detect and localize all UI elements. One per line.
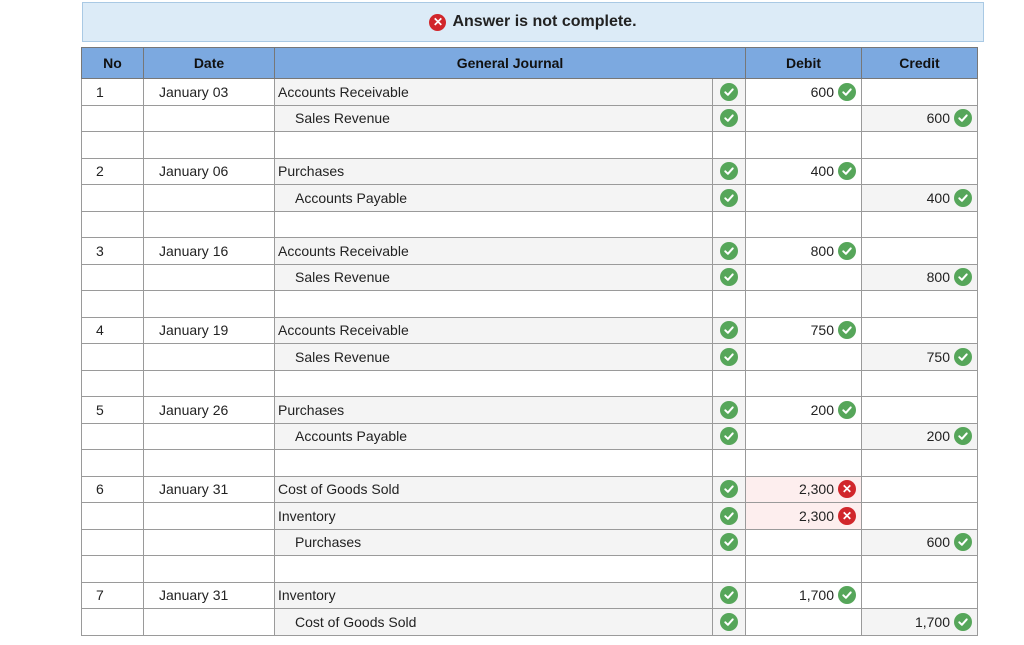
account-field[interactable] [275,503,713,530]
table-row [82,476,978,503]
entry-no [82,609,144,636]
credit-field[interactable] [862,317,978,344]
table-row [82,423,978,450]
check-icon [838,401,856,419]
credit-field[interactable] [862,582,978,609]
entry-date[interactable]: January 31 [144,582,275,609]
entry-date[interactable]: January 19 [144,317,275,344]
table-row [82,317,978,344]
debit-field[interactable] [746,105,862,132]
check-icon [720,348,738,366]
table-row [82,582,978,609]
debit-field [746,291,862,318]
status-cell [713,609,746,636]
header-date: Date [144,48,275,79]
entry-date[interactable]: January 31 [144,476,275,503]
credit-field[interactable] [862,476,978,503]
account-field[interactable] [275,158,713,185]
credit-field[interactable] [862,423,978,450]
credit-field[interactable] [862,397,978,424]
status-cell [713,529,746,556]
credit-field [862,556,978,583]
spacer-row [82,370,978,397]
credit-field[interactable] [862,344,978,371]
debit-field[interactable] [746,503,862,530]
debit-value: 2,300 [798,481,834,498]
status-cell [713,264,746,291]
credit-value: 750 [926,348,950,365]
check-icon [720,401,738,419]
check-icon [954,268,972,286]
credit-field[interactable] [862,503,978,530]
entry-date[interactable] [144,344,275,371]
credit-value: 1,700 [914,613,950,630]
entry-no [82,450,144,477]
account-name: Purchases [278,163,345,180]
header-credit: Credit [862,48,978,79]
account-field[interactable] [275,264,713,291]
entry-no [82,344,144,371]
status-banner [82,2,984,42]
account-field [275,370,713,397]
account-name: Purchases [278,401,345,418]
debit-field[interactable] [746,476,862,503]
header-debit: Debit [746,48,862,79]
debit-field[interactable] [746,238,862,265]
credit-value: 600 [926,110,950,127]
account-field [275,211,713,238]
debit-value: 2,300 [798,507,834,524]
account-field[interactable] [275,529,713,556]
entry-no: 7 [82,582,144,609]
banner-text: Answer is not complete. [452,13,637,30]
account-field[interactable] [275,344,713,371]
account-field[interactable] [275,423,713,450]
status-cell [713,344,746,371]
check-icon [720,109,738,127]
account-field[interactable] [275,79,713,106]
debit-field [746,556,862,583]
check-icon [720,586,738,604]
credit-field[interactable] [862,238,978,265]
account-field[interactable] [275,238,713,265]
check-icon [720,427,738,445]
entry-no [82,132,144,159]
status-cell [713,211,746,238]
check-icon [838,321,856,339]
status-cell [713,185,746,212]
entry-date [144,211,275,238]
table-row [82,185,978,212]
entry-no [82,423,144,450]
check-icon [720,162,738,180]
account-name: Inventory [278,587,336,604]
table-row [82,264,978,291]
account-field [275,132,713,159]
status-cell [713,158,746,185]
account-field [275,450,713,477]
status-cell [713,556,746,583]
check-icon [720,533,738,551]
entry-no [82,211,144,238]
debit-field[interactable] [746,317,862,344]
entry-no: 5 [82,397,144,424]
entry-date[interactable] [144,503,275,530]
debit-value: 800 [810,242,834,259]
check-icon [720,268,738,286]
table-row [82,609,978,636]
status-cell [713,476,746,503]
check-icon [720,321,738,339]
header-no: No [82,48,144,79]
spacer-row [82,211,978,238]
entry-date [144,556,275,583]
check-icon [838,162,856,180]
credit-field [862,291,978,318]
account-name: Accounts Payable [295,189,408,206]
entry-date [144,291,275,318]
debit-field[interactable] [746,397,862,424]
entry-date [144,450,275,477]
table-row [82,529,978,556]
check-icon [720,613,738,631]
debit-field [746,211,862,238]
account-name: Cost of Goods Sold [295,613,417,630]
account-field [275,556,713,583]
check-icon [720,480,738,498]
entry-no [82,503,144,530]
status-cell [713,397,746,424]
account-field[interactable] [275,317,713,344]
check-icon [954,109,972,127]
check-icon [720,242,738,260]
entry-date[interactable]: January 26 [144,397,275,424]
account-name: Inventory [278,507,336,524]
credit-field [862,211,978,238]
status-cell [713,105,746,132]
status-cell [713,503,746,530]
account-name: Accounts Receivable [278,83,409,100]
entry-date [144,132,275,159]
entry-date[interactable] [144,264,275,291]
account-field [275,291,713,318]
error-x-icon: ✕ [838,480,856,498]
debit-field [746,450,862,477]
check-icon [954,189,972,207]
debit-field[interactable] [746,609,862,636]
entry-date [144,370,275,397]
spacer-row [82,291,978,318]
entry-no: 4 [82,317,144,344]
entry-date[interactable]: January 06 [144,158,275,185]
journal-table [81,47,978,636]
status-cell [713,423,746,450]
credit-value: 800 [926,269,950,286]
debit-field[interactable] [746,185,862,212]
table-row [82,344,978,371]
debit-field[interactable] [746,529,862,556]
check-icon [838,83,856,101]
credit-field [862,132,978,159]
spacer-row [82,450,978,477]
status-cell [713,370,746,397]
entry-no [82,264,144,291]
debit-field [746,370,862,397]
entry-date[interactable] [144,185,275,212]
account-name: Sales Revenue [295,110,390,127]
entry-no [82,370,144,397]
entry-date[interactable]: January 16 [144,238,275,265]
account-field[interactable] [275,582,713,609]
debit-field[interactable] [746,158,862,185]
credit-value: 400 [926,189,950,206]
credit-field[interactable] [862,185,978,212]
account-name: Sales Revenue [295,269,390,286]
debit-field[interactable] [746,344,862,371]
entry-no: 3 [82,238,144,265]
credit-field[interactable] [862,264,978,291]
account-name: Accounts Payable [295,428,408,445]
header-row [82,48,978,79]
status-cell [713,317,746,344]
status-cell [713,238,746,265]
table-row [82,397,978,424]
status-cell [713,291,746,318]
check-icon [954,533,972,551]
credit-field[interactable] [862,609,978,636]
credit-field[interactable] [862,79,978,106]
account-name: Accounts Receivable [278,242,409,259]
entry-no [82,291,144,318]
debit-field[interactable] [746,582,862,609]
account-name: Accounts Receivable [278,322,409,339]
status-cell [713,450,746,477]
check-icon [838,586,856,604]
debit-field[interactable] [746,79,862,106]
entry-date[interactable] [144,423,275,450]
entry-no: 2 [82,158,144,185]
entry-no [82,529,144,556]
debit-field[interactable] [746,264,862,291]
spacer-row [82,556,978,583]
check-icon [720,83,738,101]
account-field[interactable] [275,185,713,212]
account-field[interactable] [275,609,713,636]
entry-date[interactable] [144,105,275,132]
credit-field[interactable] [862,529,978,556]
account-name: Sales Revenue [295,348,390,365]
debit-value: 400 [810,163,834,180]
check-icon [954,613,972,631]
credit-field[interactable] [862,158,978,185]
credit-field[interactable] [862,105,978,132]
check-icon [720,507,738,525]
credit-field [862,450,978,477]
account-name: Purchases [295,534,362,551]
table-row [82,79,978,106]
error-icon: ✕ [429,14,446,31]
debit-value: 200 [810,401,834,418]
entry-no: 6 [82,476,144,503]
table-row [82,238,978,265]
check-icon [720,189,738,207]
status-cell [713,132,746,159]
credit-field [862,370,978,397]
table-row [82,158,978,185]
status-cell [713,79,746,106]
table-row [82,503,978,530]
debit-value: 1,700 [798,587,834,604]
entry-no [82,185,144,212]
error-x-icon: ✕ [838,507,856,525]
credit-value: 600 [926,534,950,551]
entry-no [82,556,144,583]
debit-field [746,132,862,159]
debit-field[interactable] [746,423,862,450]
account-field[interactable] [275,105,713,132]
entry-no [82,105,144,132]
entry-date[interactable] [144,609,275,636]
table-row [82,105,978,132]
status-cell [713,582,746,609]
entry-no: 1 [82,79,144,106]
check-icon [838,242,856,260]
entry-date[interactable] [144,529,275,556]
check-icon [954,427,972,445]
debit-value: 750 [810,322,834,339]
account-name: Cost of Goods Sold [278,481,400,498]
header-general-journal: General Journal [275,48,746,79]
entry-date[interactable]: January 03 [144,79,275,106]
account-field[interactable] [275,476,713,503]
credit-value: 200 [926,428,950,445]
check-icon [954,348,972,366]
account-field[interactable] [275,397,713,424]
spacer-row [82,132,978,159]
debit-value: 600 [810,83,834,100]
